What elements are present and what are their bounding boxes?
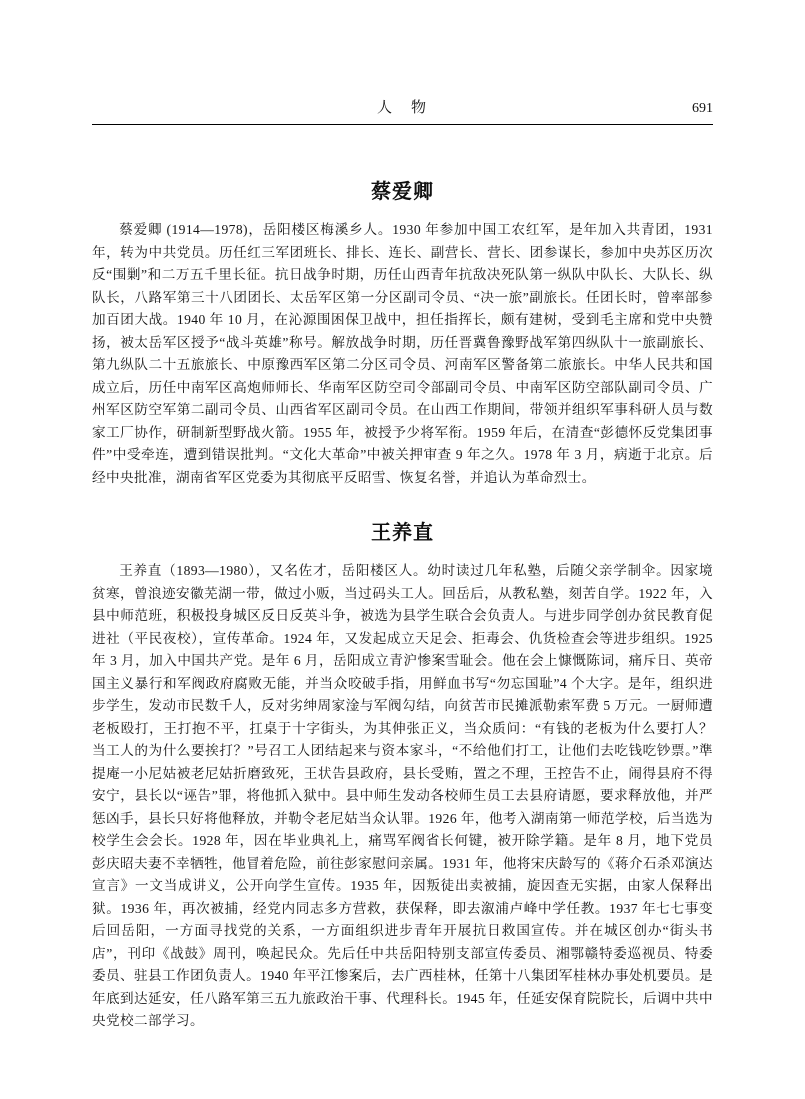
page-header xyxy=(92,96,713,124)
entry-title: 王养直 xyxy=(371,522,434,544)
entry-title: 蔡爱卿 xyxy=(371,181,434,203)
entry-body: 蔡爱卿 (1914—1978)，岳阳楼区梅溪乡人。1930 年参加中国工农红军，是年加入共青团，1931 年，转为中共党员。历任红三军团班长、排长、连长、副营长、营长、团参谋长，参加中央苏区历次反“围剿”和二万五千里长征。抗日战争时期，历任山西青年抗敌决死队第一纵队中队长、大队长、纵队长，八路军第三十八团团长、太岳军区第一分区副司令员、“决一旅”副旅长。任团长时，曾率部参加百团大战。1940 年 10 月，在沁源围困保卫战中，担任指挥长，颇有建树，受到毛主席和党中央赞扬，被太岳军区授予“战斗英雄”称号。解放战争时期，历任晋冀鲁豫野战军第四纵队十一旅副旅长、第九纵队二十五旅旅长、中原豫西军区第二分区司令员、河南军区警备第二旅旅长。中华人民共和国成立后，历任中南军区高炮师师长、华南军区防空司令部副司令员、中南军区防空部队副司令员、广州军区防空军第二副司令员、山西省军区副司令员。在山西工作期间，带领并组织军事科研人员与数家工厂协作，研制新型野战火箭。1955 年，被授予少将军衔。1959 年后，在清查“彭德怀反党集团事件”中受牵连，遭到错误批判。“文化大革命”中被关押审查 9 年之久。1978 年 3 月，病逝于北京。后经中央批准，湖南省军区党委为其彻底平反昭雪、恢复名誉，并追认为革命烈士。 xyxy=(92,222,713,485)
biography-entry-wang-yangzhi xyxy=(92,516,713,1033)
running-title: 人 物 xyxy=(376,100,428,116)
entry-body: 王养直（1893—1980），又名佐才，岳阳楼区人。幼时读过几年私塾，后随父亲学制伞。因家境贫寒，曾浪迹安徽芜湖一带，做过小贩，当过码头工人。回岳后，从教私塾，刻苦自学。1922 年，入县中师范班，积极投身城区反日反英斗争，被选为县学生联合会负责人。与进步同学创办贫民教育促进社（平民夜校），宣传革命。1924 年，又发起成立天足会、拒毒会、仇货检查会等进步组织。1925 年 3 月，加入中国共产党。是年 6 月，岳阳成立青沪惨案雪耻会。他在会上慷慨陈词，痛斥日、英帝国主义暴行和军阀政府腐败无能，并当众咬破手指，用鲜血书写“勿忘国耻”4 个大字。是年，组织进步学生，发动市民数千人，反对劣绅周家淦与军阀勾结，向贫苦市民摊派勒索军费 5 万元。一厨师遭老板殴打，王打抱不平，扛桌于十字街头，为其伸张正义，当众质问：“有钱的老板为什么要打人？当工人的为什么要挨打？”号召工人团结起来与资本家斗，“不给他们打工，让他们去吃钱吃钞票。”準提庵一小尼姑被老尼姑折磨致死，王状告县政府，县长受贿，置之不理，王控告不止，闹得县府不得安宁，县长以“诬告”罪，将他抓入狱中。县中师生发动各校师生员工去县府请愿，要求释放他，并严惩凶手，县长只好将他释放，并勒令老尼姑当众认罪。1926 年，他考入湖南第一师范学校，后当选为校学生会会长。1928 年，因在毕业典礼上，痛骂军阀省长何键，被开除学籍。是年 8 月，地下党员彭庆昭夫妻不幸牺牲，他冒着危险，前往彭家慰问亲属。1931 年，他将宋庆龄写的《蒋介石杀邓演达宣言》一文当成讲义，公开向学生宣传。1935 年，因叛徒出卖被捕，旋因查无实据，由家人保释出狱。1936 年，再次被捕，经党内同志多方营救，获保释，即去溆浦卢峰中学任教。1937 年七七事变后回岳阳，一方面寻找党的关系，一方面组织进步青年开展抗日救国宣传。并在城区创办“街头书店”，刊印《战鼓》周刊，唤起民众。先后任中共岳阳特别支部宣传委员、湘鄂赣特委巡视员、特委委员、驻县工作团负责人。1940 年平江惨案后，去广西桂林，任第十八集团军桂林办事处机要员。是年底到达延安，任八路军第三五九旅政治干事、代理科长。1945 年，任延安保育院院长，后调中共中央党校二部学习。 xyxy=(92,563,713,1028)
biography-entry-cai-aiqing xyxy=(92,175,713,489)
page-number: 691 xyxy=(692,101,713,116)
header-divider xyxy=(92,124,713,125)
